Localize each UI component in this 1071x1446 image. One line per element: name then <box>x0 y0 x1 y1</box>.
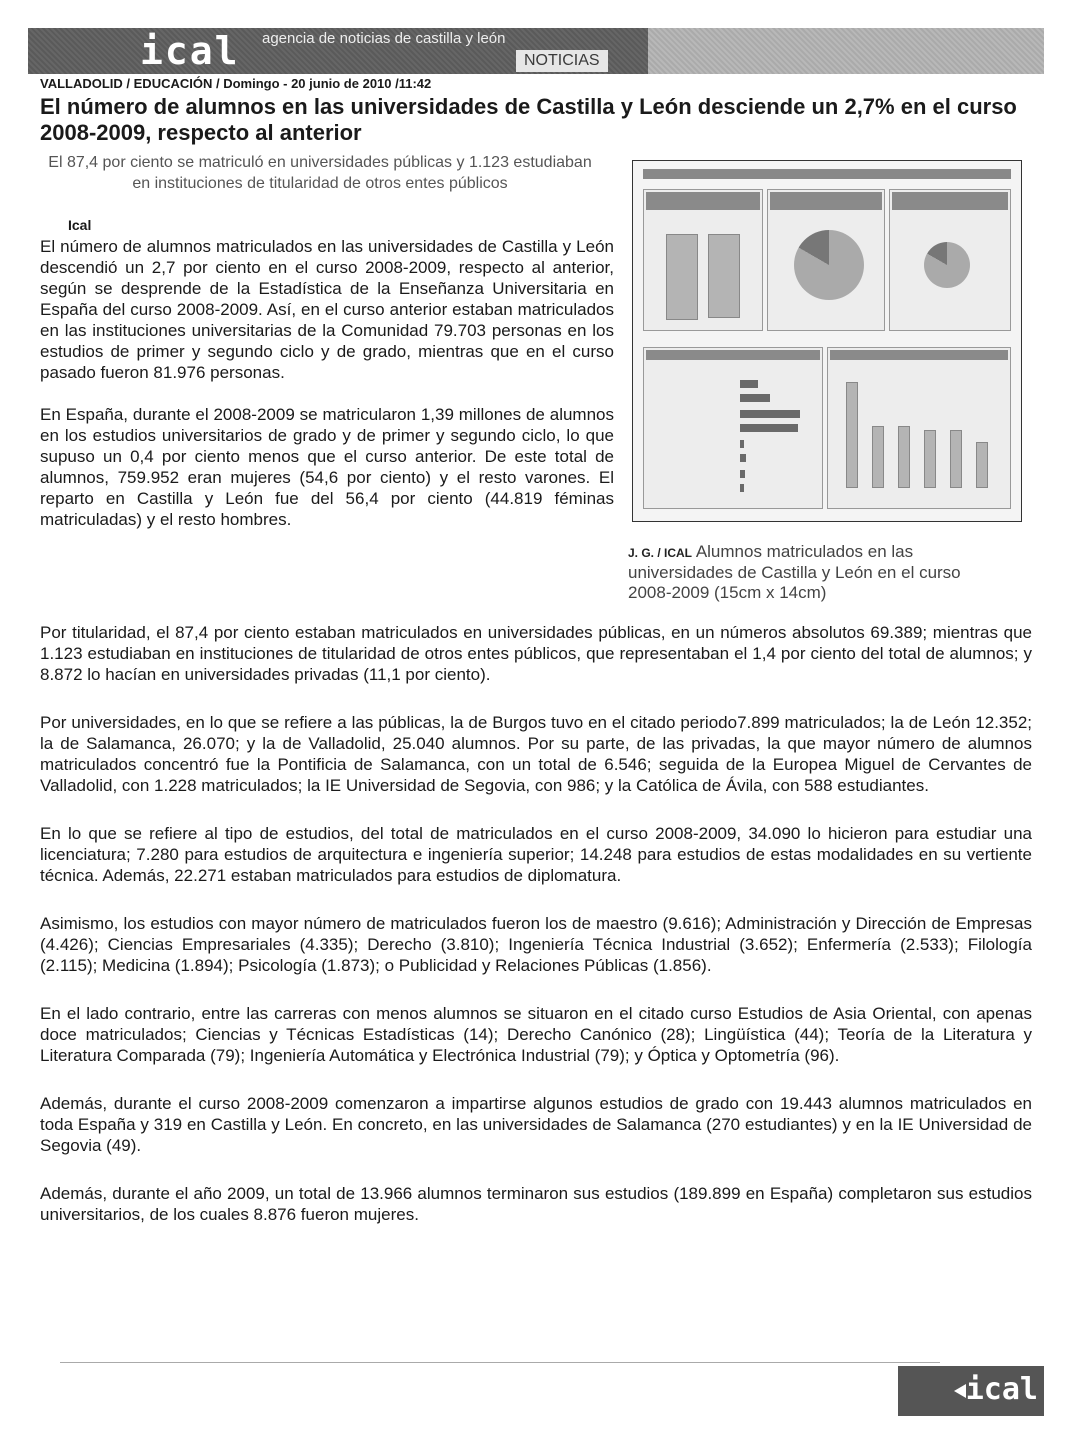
headline: El número de alumnos en las universidades de Castilla y León desciende un 2,7% en el curso 2008-2009, respecto al anterior <box>40 94 1017 145</box>
hbar <box>740 440 744 448</box>
article-body <box>40 622 1032 1252</box>
figure-caption <box>628 542 1008 603</box>
panel-header <box>646 350 820 360</box>
pie-chart <box>794 230 864 300</box>
arrow-left-icon <box>954 1384 966 1398</box>
bar <box>924 430 936 488</box>
paragraph: Además, durante el curso 2008-2009 comenzaron a impartirse algunos estudios de grado con 19.443 alumnos matriculados en toda España y 319 en Castilla y León. En concreto, en las universidades de Salamanca (270 estudiantes) y en la IE Universidad de Segovia (49). <box>40 1094 1032 1155</box>
footer-rule <box>60 1362 940 1363</box>
hbar <box>740 470 745 478</box>
paragraph: Además, durante el año 2009, un total de 13.966 alumnos terminaron sus estudios (189.899 en España) completaron sus estudios universitarios, de los cuales 8.876 fueron mujeres. <box>40 1184 1032 1224</box>
infographic-panel-hbars <box>643 347 823 509</box>
paragraph: Asimismo, los estudios con mayor número de matriculados fueron los de maestro (9.616); Administración y Dirección de Empresas (4.426); Ciencias Empresariales (4.335); Derecho (3.810); Ingeniería Técnica Industrial (3.652); Enfermería (2.533); Filología (2.115); Medicina (1.894); Psicología (1.873); o Publicidad y Relaciones Públicas (1.856). <box>40 914 1032 975</box>
footer-logo <box>898 1366 1044 1416</box>
figure-credit: J. G. / ICAL <box>628 546 693 560</box>
hbar <box>740 380 758 388</box>
bar <box>950 430 962 488</box>
paragraph: Por universidades, en lo que se refiere a las públicas, la de Burgos tuvo en el citado periodo7.899 matriculados; la de León 12.352; la de Salamanca, 26.070; y la de Valladolid, 25.040 alumnos. Por su parte, de las privadas, la que mayor número de alumnos matriculados concentró fue la Pontificia de Salamanca, con un total de 6.546; seguida de la Europea Miguel de Cervantes de Valladolid, con 1.228 matriculados; la IE Universidad de Segovia, con 986; y la Católica de Ávila, con 588 estudiantes. <box>40 713 1032 795</box>
paragraph: En lo que se refiere al tipo de estudios, del total de matriculados en el curso 2008-2009, 34.090 lo hicieron para estudiar una licenciatura; 7.280 para estudios de arquitectura e ingeniería superior; 14.248 para estudios de estas modalidades en su vertiente técnica. Además, 22.271 estaban matriculados para estudios de diplomatura. <box>40 824 1032 885</box>
hbar <box>740 454 746 462</box>
pie-chart <box>924 242 970 288</box>
panel-header <box>770 192 882 210</box>
hbar <box>740 410 800 418</box>
hbar <box>740 484 744 492</box>
header-banner-right <box>648 28 1044 74</box>
section-label: NOTICIAS <box>516 50 608 72</box>
byline: Ical <box>68 217 92 233</box>
panel-header <box>892 192 1008 210</box>
paragraph: En España, durante el 2008-2009 se matricularon 1,39 millones de alumnos en los estudios universitarios de grado y de primer y segundo ciclo, lo que supuso un 0,4 por ciento menos que el curso anterior. De este total de alumnos, 759.952 eran mujeres (54,6 por ciento) y el resto varones. El reparto en Castilla y León fue del 56,4 por ciento (44.819 féminas matriculadas) y el resto hombres. <box>40 405 614 529</box>
subtitle: El 87,4 por ciento se matriculó en universidades públicas y 1.123 estudiaban en instituciones de titularidad de otros entes públicos <box>48 154 592 192</box>
infographic-panel-pie-2 <box>889 189 1011 331</box>
infographic <box>632 160 1022 522</box>
agency-name: agencia de noticias de castilla y león <box>262 30 506 47</box>
header-banner <box>28 28 1044 74</box>
bar <box>846 382 858 488</box>
infographic-panel-columns <box>827 347 1011 509</box>
bar <box>898 426 910 488</box>
infographic-title-bar <box>643 169 1011 179</box>
infographic-panel-pie <box>767 189 885 331</box>
paragraph: En el lado contrario, entre las carreras con menos alumnos se situaron en el citado curso Estudios de Asia Oriental, con apenas doce matriculados; Ciencias y Técnicas Estadísticas (14); Derecho Canónico (28); Lingüística (44); Teoría de la Literatura y Literatura Comparada (79); Ingeniería Automática y Electrónica Industrial (79); y Óptica y Optometría (96). <box>40 1004 1032 1065</box>
panel-header <box>830 350 1008 360</box>
footer-logo-text: ical <box>965 1372 1038 1407</box>
infographic-panel-bars <box>643 189 763 331</box>
bar <box>976 442 988 488</box>
article-column <box>40 236 614 551</box>
bar <box>872 426 884 488</box>
bar <box>666 234 698 320</box>
figure-caption-text: Alumnos matriculados en las universidades de Castilla y León en el curso 2008-2009 (15cm x 14cm) <box>628 542 961 602</box>
ical-logo: ical <box>140 29 240 73</box>
bar <box>708 234 740 318</box>
paragraph: Por titularidad, el 87,4 por ciento estaban matriculados en universidades públicas, en un números absolutos 69.389; mientras que 1.123 estudiaban en instituciones de titularidad de otros entes públicos, que representaban el 1,4 por ciento del total de alumnos; y 8.872 lo hacían en universidades privadas (11,1 por ciento). <box>40 623 1032 684</box>
hbar <box>740 424 798 432</box>
paragraph: El número de alumnos matriculados en las universidades de Castilla y León descendió un 2,7 por ciento en el curso 2008-2009, respecto al anterior, según se desprende de la Estadística de la Enseñanza Universitaria en España del curso 2008-2009. Así, en el curso anterior estaban matriculados en las instituciones universitarias de la Comunidad 79.703 personas en los estudios de primer y segundo ciclo y de grado, mientras que en el curso pasado fueron 81.976 personas. <box>40 237 614 382</box>
dateline: VALLADOLID / EDUCACIÓN / Domingo - 20 junio de 2010 /11:42 <box>40 76 432 91</box>
hbar <box>740 394 770 402</box>
panel-header <box>646 192 760 210</box>
